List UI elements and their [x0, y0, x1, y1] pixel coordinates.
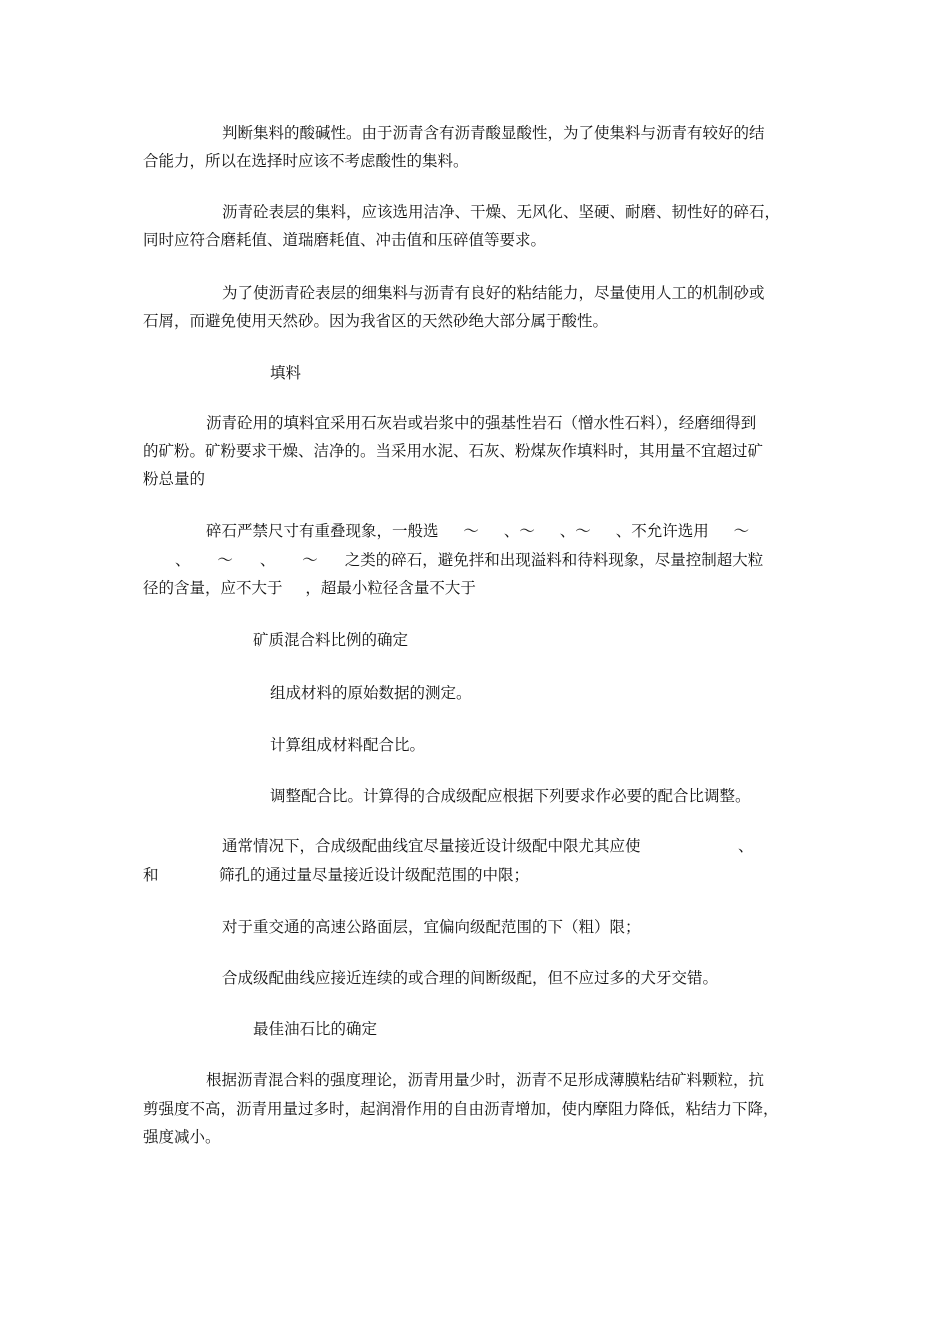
paragraph-line: 剪强度不高，沥青用量过多时，起润滑作用的自由沥青增加，使内摩阻力降低，粘结力下降，: [143, 1100, 779, 1118]
paragraph-line: 强度减小。: [143, 1128, 221, 1146]
paragraph-fragment: 和: [143, 866, 159, 884]
paragraph-line: 沥青砼表层的集料，应该选用洁净、干燥、无风化、坚硬、耐磨、韧性好的碎石，: [222, 203, 781, 221]
paragraph-line: 、 ～ 、 ～ 之类的碎石，避免拌和出现溢料和待料现象，尽量控制超大粒: [175, 551, 764, 569]
list-item: 计算组成材料配合比。: [270, 736, 426, 754]
paragraph-line: 同时应符合磨耗值、道瑞磨耗值、冲击值和压碎值等要求。: [143, 231, 547, 249]
paragraph-line: 对于重交通的高速公路面层，宜偏向级配范围的下（粗）限；: [222, 918, 641, 936]
paragraph-line: 径的含量，应不大于 ，超最小粒径含量不大于: [143, 579, 476, 597]
paragraph-line: 通常情况下，合成级配曲线宜尽量接近设计级配中限尤其应使: [222, 837, 641, 855]
paragraph-fragment: 、: [738, 837, 754, 855]
section-heading: 最佳油石比的确定: [253, 1020, 378, 1038]
paragraph-line: 的矿粉。矿粉要求干燥、洁净的。当采用水泥、石灰、粉煤灰作填料时，其用量不宜超过矿: [143, 442, 764, 460]
paragraph-line: 碎石严禁尺寸有重叠现象，一般选 ～ 、～ 、～ 、不允许选用 ～: [206, 522, 750, 540]
paragraph-line: 合能力，所以在选择时应该不考虑酸性的集料。: [143, 152, 469, 170]
list-item: 组成材料的原始数据的测定。: [270, 684, 472, 702]
paragraph-line: 石屑，而避免使用天然砂。因为我省区的天然砂绝大部分属于酸性。: [143, 312, 609, 330]
paragraph-line: 判断集料的酸碱性。由于沥青含有沥青酸显酸性，为了使集料与沥青有较好的结: [222, 124, 765, 142]
paragraph-line: 筛孔的通过量尽量接近设计级配范围的中限；: [219, 866, 530, 884]
paragraph-line: 根据沥青混合料的强度理论，沥青用量少时，沥青不足形成薄膜粘结矿料颗粒，抗: [206, 1071, 765, 1089]
list-item: 调整配合比。计算得的合成级配应根据下列要求作必要的配合比调整。: [270, 787, 751, 805]
paragraph-line: 沥青砼用的填料宜采用石灰岩或岩浆中的强基性岩石（憎水性石料），经磨细得到: [206, 414, 757, 432]
paragraph-line: 合成级配曲线应接近连续的或合理的间断级配，但不应过多的犬牙交错。: [222, 969, 719, 987]
section-heading: 矿质混合料比例的确定: [253, 631, 409, 649]
paragraph-line: 为了使沥青砼表层的细集料与沥青有良好的粘结能力，尽量使用人工的机制砂或: [222, 284, 765, 302]
paragraph-line: 粉总量的: [143, 470, 206, 488]
section-heading: 填料: [270, 364, 302, 382]
